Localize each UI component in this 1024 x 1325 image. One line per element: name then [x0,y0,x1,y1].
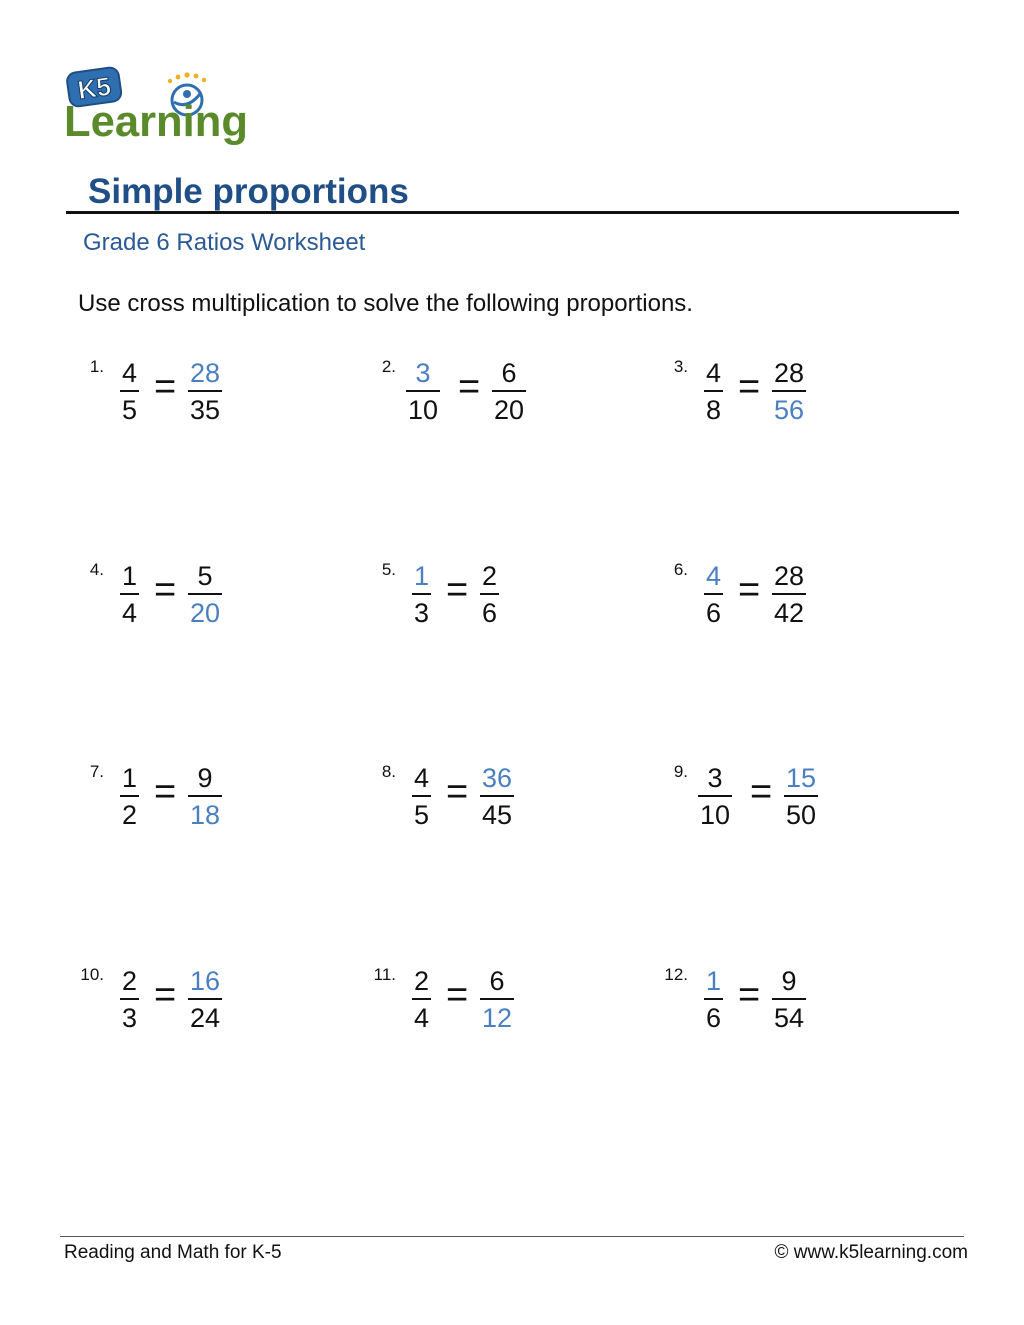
fraction-right [492,357,526,426]
denominator: 54 [774,1003,805,1033]
fraction-right [188,965,222,1034]
answer-numerator: 16 [190,966,221,996]
denominator: 6 [482,598,498,628]
fraction-right [480,965,514,1034]
fraction-bar [784,795,818,797]
problem-6 [664,560,944,640]
problem-2 [372,357,652,437]
problem-number: 12. [664,965,688,984]
fraction-left [412,965,431,1034]
numerator: 4 [706,358,722,388]
equals-sign: = [154,366,177,408]
equals-sign: = [458,366,481,408]
numerator: 2 [414,966,430,996]
problem-number: 1. [89,357,104,376]
problem-8 [372,762,652,842]
denominator: 4 [122,598,138,628]
problem-9 [664,762,944,842]
logo-stars [168,72,206,83]
fraction-bar [492,390,526,392]
fraction-bar [188,390,222,392]
fraction-right [772,560,806,629]
fraction-left [120,762,139,831]
fraction-bar [480,998,514,1000]
fraction-right [480,560,499,629]
page-subtitle: Grade 6 Ratios Worksheet [83,229,366,256]
numerator: 28 [774,561,805,591]
problem-1 [80,357,360,437]
problem-10 [80,965,360,1045]
equals-sign: = [750,771,773,813]
fraction-left [698,762,732,831]
fraction-right [188,762,222,831]
numerator: 9 [781,966,797,996]
fraction-left [406,357,440,426]
denominator: 10 [408,395,439,425]
problem-3 [664,357,944,437]
fraction-bar [772,390,806,392]
denominator: 3 [414,598,430,628]
denominator: 5 [122,395,138,425]
numerator: 3 [707,763,723,793]
problem-number: 11. [373,965,396,984]
logo-wordmark: Learning [64,97,248,146]
denominator: 42 [774,598,805,628]
fraction-left [412,762,431,831]
answer-numerator: 1 [706,966,722,996]
denominator: 8 [706,395,722,425]
denominator: 4 [414,1003,430,1033]
equals-sign: = [446,569,469,611]
footer-copyright: © www.k5learning.com [774,1242,968,1263]
numerator: 2 [122,966,138,996]
problem-number: 8. [381,762,396,781]
denominator: 3 [122,1003,138,1033]
fraction-bar [120,593,139,595]
fraction-left [704,357,723,426]
answer-denominator: 18 [190,800,221,830]
fraction-bar [188,593,222,595]
fraction-bar [772,593,806,595]
fraction-right [188,560,222,629]
problem-7 [80,762,360,842]
denominator: 35 [190,395,221,425]
numerator: 2 [482,561,498,591]
answer-numerator: 3 [415,358,431,388]
equals-sign: = [446,771,469,813]
answer-denominator: 12 [482,1003,513,1033]
problem-number: 7. [89,762,104,781]
fraction-left [412,560,431,629]
fraction-bar [698,795,732,797]
answer-numerator: 36 [482,763,513,793]
fraction-bar [704,998,723,1000]
problem-number: 4. [89,560,104,579]
answer-numerator: 4 [706,561,722,591]
equals-sign: = [738,569,761,611]
fraction-bar [120,390,139,392]
numerator: 4 [414,763,430,793]
numerator: 28 [774,358,805,388]
fraction-right [480,762,514,831]
numerator: 9 [197,763,213,793]
fraction-bar [188,795,222,797]
problem-11 [372,965,652,1045]
fraction-left [120,965,139,1034]
instructions-text: Use cross multiplication to solve the following proportions. [78,290,693,317]
fraction-bar [406,390,440,392]
problem-12 [664,965,944,1045]
problem-number: 9. [673,762,688,781]
fraction-bar [412,998,431,1000]
fraction-bar [704,593,723,595]
denominator: 5 [414,800,430,830]
fraction-bar [188,998,222,1000]
denominator: 50 [786,800,817,830]
problem-number: 10. [80,965,104,984]
answer-numerator: 15 [786,763,817,793]
answer-denominator: 56 [774,395,805,425]
numerator: 5 [197,561,213,591]
fraction-bar [412,593,431,595]
footer-divider [60,1236,964,1237]
problem-5 [372,560,652,640]
numerator: 6 [501,358,517,388]
denominator: 6 [706,1003,722,1033]
fraction-left [704,560,723,629]
numerator: 1 [122,763,138,793]
fraction-left [120,560,139,629]
problem-4 [80,560,360,640]
fraction-right [772,357,806,426]
problem-number: 2. [381,357,396,376]
footer-tagline: Reading and Math for K-5 [64,1242,282,1263]
denominator: 24 [190,1003,221,1033]
answer-numerator: 1 [414,561,430,591]
answer-numerator: 28 [190,358,221,388]
fraction-bar [704,390,723,392]
problem-number: 3. [673,357,688,376]
denominator: 6 [706,598,722,628]
problem-number: 5. [381,560,396,579]
page-title: Simple proportions [88,172,409,211]
denominator: 45 [482,800,513,830]
equals-sign: = [154,569,177,611]
numerator: 6 [489,966,505,996]
fraction-bar [772,998,806,1000]
fraction-bar [480,593,499,595]
fraction-bar [120,998,139,1000]
fraction-bar [120,795,139,797]
answer-denominator: 20 [190,598,221,628]
equals-sign: = [738,366,761,408]
equals-sign: = [154,974,177,1016]
denominator: 2 [122,800,138,830]
fraction-left [120,357,139,426]
problem-number: 6. [673,560,688,579]
equals-sign: = [446,974,469,1016]
numerator: 1 [122,561,138,591]
title-underline [66,211,959,214]
k5-learning-logo [64,64,254,148]
fraction-right [772,965,806,1034]
equals-sign: = [154,771,177,813]
fraction-bar [412,795,431,797]
equals-sign: = [738,974,761,1016]
fraction-right [188,357,222,426]
fraction-bar [480,795,514,797]
logo-badge-text: K5 [75,70,113,106]
denominator: 20 [494,395,525,425]
fraction-right [784,762,818,831]
fraction-left [704,965,723,1034]
numerator: 4 [122,358,138,388]
denominator: 10 [700,800,731,830]
